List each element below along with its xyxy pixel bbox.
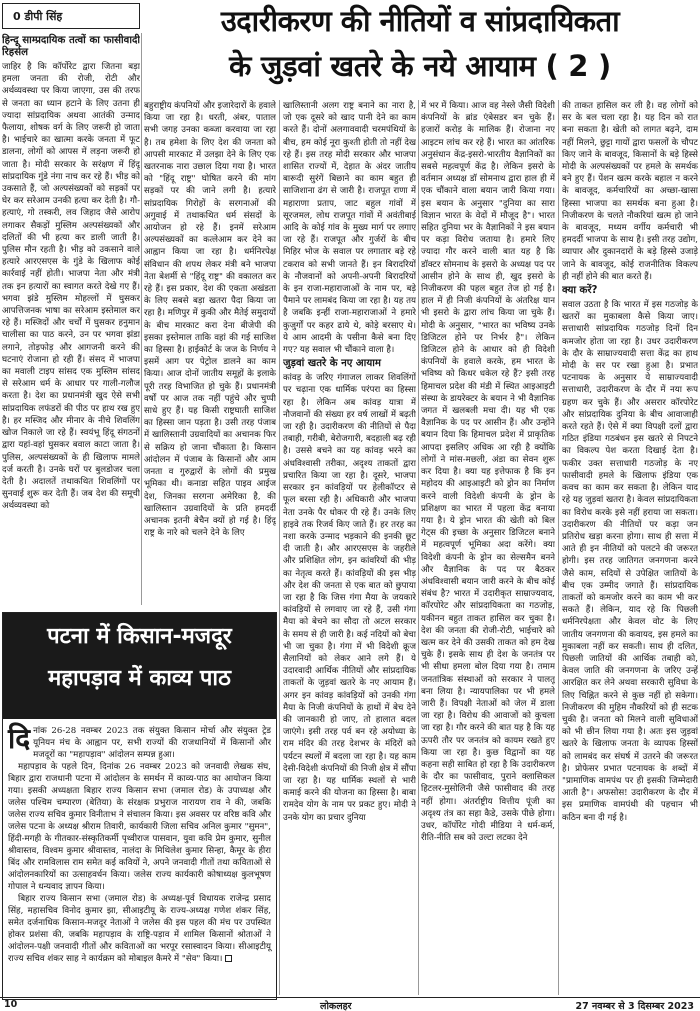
column-3-text-1: खालिस्तानी अलग राष्ट्र बनाने का नारा है, जो एक दूसरे को खाद पानी देने का काम करते हैं। दोनों अलगाववादी चरमपंथियों के बीच, हम कोई नूरा कुश्ती होती तो नहीं देख रहे हैं। इस तरह मोदी सरकार और भाजपा शासित राज्यों में, देहात के अंदर जातीय बारूदी सुरंगें बिछाने का काम बहुत ही साजिशाना ढंग से जारी है। राजपूत राणा में महाराणा प्रताप, जाट बहुल गांवों में सूरजमल, लोध राजपूत गांवों में अवंतीबाई आदि के कोई गांव के मुख्य मार्ग पर लगाए जा रहे हैं। राजपूत और गुर्जरों के बीच मिहिर भोज के सवाल पर लगातार बड़े रहे टकराव को सभी जानते हैं। इन बिरादरियों के नौजवानों को अपनी-अपनी बिरादरियों के इन राजा-महाराजाओं के नाम पर, बड़े पैमाने पर लामबंद किया जा रहा है। यह तय है जबकि इन्हीं राजा-महाराजाओं ने हमारे कुजुर्गों पर कहर ढाये थे, कोड़े बरसाए थे। ये आम आदमी के पसीना कैसे बना दिए गए? यह सवाल भी चौंकाने वाला है।	[283, 101, 416, 356]
page-footer	[0, 997, 700, 1011]
column-2-text: बहुराष्ट्रीय कंपनियों और इजारेदारों के हवाले किया जा रहा है। धरती, अंबर, पाताल सभी जगह उनका कब्जा करवाया जा रहा है। तब हमेशा के लिए देश की जनता को आपसी मारकाट में उलझा देने के लिए एक खतरनाक नारा उछाल दिया गया है। भारत को "हिंदू राष्ट्र" घोषित करने की मांग सड़कों पर की जाने लगी है। हत्यारे सांप्रदायिक गिरोहों के सरगनाओं की अगुवाई में तथाकथित धर्म संसदों के आयोजन हो रहे हैं। इनमें सरेआम अल्पसंख्यकों का कत्लेआम कर देने का आह्वान किया जा रहा है। धर्मनिरपेक्ष संविधान की शपथ लेकर मंत्री बने भाजपा नेता बेशर्मी से "हिंदू राष्ट्र" की वकालत कर रहे हैं। इस प्रकार, देश की एकता अखंडता के लिए सबसे बड़ा खतरा पैदा किया जा रहा है। मणिपुर में कुकी और मैतेई समुदायों के बीच मारकाट करा देना बीजेपी की इसका इस्तेमाल ताकि वहां की गई साजिश का हिस्सा है। हाईकोर्ट के जज के निर्णय ने इसमें आग पर पेट्रोल डालने का काम किया। आज दोनों जातीय समूहों के इलाके पूरी तरह विभाजित हो चुके हैं। प्रधानमंत्री वर्षों पर आज तक नहीं पहुंचे और चुप्पी साधे हुए हैं। यह किसी राष्ट्रघाती साजिश का हिस्सा जान पड़ता है। उसी तरह पंजाब में खालिस्तानी उग्रवादियों का अचानक फिर से सक्रिय हो जाना चौंकाता है। किसान आंदोलन में पंजाब के किसानों और आम जनता व गुरुद्वारों के लोगों की प्रमुख भूमिका थी। कनाडा सहित पाइव आईज देश, जिनका सरगना अमेरिका है, की खालिस्तान उग्रवादियों के प्रति हमदर्दी अचानक इतनी बेचैन क्यों हो गई है। हिंदू राष्ट्र के नारे को चलने देने के लिए	[144, 101, 276, 539]
boxed-article-title-line-1: पटना में किसान-मजदूर	[47, 624, 232, 649]
column-3	[283, 100, 416, 995]
boxed-article-header	[3, 613, 276, 719]
boxed-article-body	[3, 719, 276, 969]
end-mark-icon	[225, 955, 232, 962]
boxed-article-para-3	[8, 893, 271, 965]
column-3-subhead: जुड़वां खतरे के नए आयाम	[283, 358, 381, 370]
column-2	[144, 100, 276, 605]
column-4	[421, 100, 555, 995]
headline-line-2: के जुड़वां खतरे के नये आयाम ( 2 )	[229, 49, 611, 83]
column-5-text-2: सवाल उठता है कि भारत में इस गठजोड़ के खतरों का मुकाबला कैसे किया जाए। सत्ताधारी सांप्रदायिक गठजोड़ दिनों दिन कमजोर होता जा रहा है। उधर उदारीकरण के दौर के साम्राज्यवादी सत्ता केंद्र का हाथ मोदी के सर पर रखा हुआ है। प्रभात पटनायक के अनुसार ये साम्राज्यवादी सत्ताधारी, उदारीकरण के दौर में नया रूप ग्रहण कर चुके हैं। और असरार कॉरपोरेट और सांप्रदायिक दुनिया के बीच आवाजाही करते रहते हैं। ऐसे में क्या विपक्षी दलों द्वारा गठित इंडिया गठबंधन इस खतरे से निपटने का विकल्प पेश करता दिखाई देता है। फकीर उक्त सत्ताधारी गठजोड़ के नए फासीवादी हमले के खिलाफ इंडिया एक कवच का काम कर सकता है। लेकिन याद रहे यह जुड़वां खतरा है। केवल सांप्रदायिकता का विरोध करके इसे नहीं हराया जा सकता। उदारीकरण की नीतियों पर कड़ा जन प्रतिरोध खड़ा करना होगा। साथ ही सत्ता में आते ही इन नीतियों को पलटने की जरूरत होगी। इस तरह जातिगत जनगणना करने जैसे काम, सदियों से उपेक्षित जातियों के बीच एक उम्मीद जगाते हैं। सांप्रदायिक ताकतों को कमजोर करने का काम भी कर सकते हैं। लेकिन, याद रहे कि पिछली धर्मनिरपेक्षता और केवल वोट के लिए जातीय जनगणना की कवायद, इस हमले का मुकाबला नहीं कर सकती। साथ ही दलित, पिछली जातियों की आर्थिक तबाही को, केवल जाति की जनगणना के जरिए उन्हें आरक्षित कर लेने अथवा सरकारी सुविधा के लिए चिह्नित करने से कुछ नहीं हो सकेगा। निजीकरण की मुहिम नौकरियों को ही सटक चुकी है। जनता को मिलने वाली सुविधाओं को भी छीन लिया गया है। अतः इस जुड़वां खतरे के खिलाफ जनता के व्यापक हिस्सों को लामबंद कर संघर्ष में उतरने की जरूरत है। प्रोफेसर प्रभात पटनायक के शब्दों में "प्रामाणिक वामपंथ पर ही इसकी जिम्मेदारी आती है"। अफसोस! उदारीकरण के दौर में इस प्रमाणिक वामपंथी की पहचान भी कठिन बना दी गई है।	[562, 300, 698, 823]
column-3-text-2: कांवड़ के जरिए गंगाजल लाकर शिवलिंगों पर चढ़ाना एक धार्मिक परंपरा का हिस्सा रहा है। लेकिन अब कांवड़ यात्रा में नौजवानों की संख्या हर वर्ष लाखों में बढ़ती जा रही है। उदारीकरण की नीतियों से पैदा तबाही, गरीबी, बेरोजगारी, बदहाली बढ़ रही है। उससे बचने का यह कांवड़ भरने का अंधविश्वासी तरीका, अदृश्य ताकतों द्वारा प्रचारित किया जा रहा है। दूसरे, भाजपा सरकार इन कांवड़ियों पर हेलीकॉप्टर से फूल बरसा रही है। अधिकारी और भाजपा नेता उनके पैर धोकर पी रहे हैं। उनके लिए हाइवे तक रिजर्व किए जाते हैं। हर तरह का नशा करके उन्माद भड़काने की इनकी छूट दी जाती है। और आरएसएस के जहरीले और प्रशिक्षित लोग, इन कांवरियों की भीड़ का नेतृत्व करते हैं। कांवड़ियों की इस भीड़ और देश की जनता से एक बात को छुपाया जा रहा है कि जिस गंगा मैया के जयकारे कांवड़ियों से लगवाए जा रहे हैं, उसी गंगा मैया को बेचने का सौदा तो अटल सरकार के समय से ही जारी है। कई नदियों को बेचा भी जा चुका है। गंगा में भी विदेशी क्रूज सैलानियों को लेकर आने लगे हैं। ये उदारवादी आर्थिक नीतियों और सांप्रदायिक ताकतों के जुड़वां खतरे के नए आयाम हैं। अगर इन कांवड़ कांवड़ियों को उनकी गंगा मैया के निजी कंपनियों के हाथों में बेच देने की जानकारी हो जाए, तो हालात बदल जाएंगे। इसी तरह पर्व बन रहे अयोध्या के राम मंदिर की तरह देशभर के मंदिरों को पर्यटन स्थलों में बदला जा रहा है। यह काम देसी-विदेशी कंपनियों की निजी क्षेत्र में सौंपा जा रहा है। यह धार्मिक स्थलों से भारी कमाई करने की योजना का हिस्सा है। बाबा रामदेव योग के नाम पर प्रकट हुए। मोदी ने उनके योग का प्रचार दुनिया	[283, 373, 416, 823]
boxed-article-para-2: महापड़ाव के पहले दिन, दिनांक 26 नवम्बर 2023 को जनवादी लेखक संघ, बिहार द्वारा राजधानी पटना में आंदोलन के समर्थन में काव्य-पाठ का आयोजन किया गया। इसकी अध्यक्षता बिहार राज्य किसान सभा (जमाल रोड) के उपाध्यक्ष और जलेस पश्चिम चम्पारण (बेतिया) के संरक्षक प्रभुराज नारायण राव ने की, जबकि जलेस राज्य सचिव कुमार विनीताभ ने संचालन किया। इस अवसर पर वरिष्ठ कवि और जलेस पटना के अध्यक्ष श्रीराम तिवारी, कार्यकारी जिला सचिव अनिल कुमार "सुमन", हिंदी-मगही के गीतकार-संस्कृतिकर्मी पृथ्वीराज पासवान, युवा कवि प्रेम कुमार, सुनील श्रीवास्तव, विश्वम कुमार श्रीवास्तव, नालंदा के मिथिलेश कुमार सिन्हा, कैमूर के हीरा बिंद और रामविलास राम समेत कई कवियों ने, अपने जनवादी गीतों तथा कविताओं से आंदोलनकारियों का उत्साहवर्धन किया। जलेस राज्य कार्यकारी कोषाध्यक्ष कुलभूषण गोपाल ने धन्यवाद ज्ञापन किया।	[8, 762, 271, 892]
issue-date: 27 नवम्बर से 3 दिसम्बर 2023	[575, 1001, 694, 1011]
column-1-text: जाहिर है कि कॉर्पोरेट द्वारा जितना बड़ा हमला जनता की रोजी, रोटी और अर्थव्यवस्था पर किया जाएगा, उस की तरफ से जनता का ध्यान हटाने के लिए उतना ही ज्यादा सांप्रदायिक अथवा आतंकी उन्माद फैलाया, शोषक वर्ग के लिए जरूरी हो जाता है। भाईचारे का खात्मा करके जनता में फूट डालना, लोगों को आपस में लड़ना जरूरी हो जाता है। मोदी सरकार के सरंक्षण में हिंदू सांप्रदायिक गुंडे नंगा नाच कर रहे हैं। भीड़ को उकसाते हैं, जो अल्पसंख्यकों को सड़कों पर घेर कर सरेआम उनकी हत्या कर देती है। गौ-हत्याएं, गो तस्करी, लव जिहाद जैसे आरोप लगाकर सैकड़ों मुस्लिम अल्पसंख्यकों और दलितों की भी हत्या कर डाली जाती है। पुलिस मौन रहती है। भीड़ को उकसाने वाले हत्यारे आरएसएस के गुंडे के खिलाफ कोई कार्रवाई नहीं होती। भाजपा नेता और मंत्री तक इन हत्यारों का स्वागत करते देखे गए हैं। भगवा झंडे मुस्लिम मोहल्लों में घुसकर आपत्तिजनक भाषा का सरेआम इस्तेमाल कर रहे हैं। मस्जिदों और चर्चों में घुसकर हनुमान चालीसा का पाठ करने, उन पर भगवा झंडा लगाने, तोड़फोड़ और आगजनी करने की घटनाएं रोजाना हो रही हैं। संसद में भाजपा का मवाली टाइप सांसद एक मुस्लिम सांसद से सरेआम धर्म के आधार पर गाली-गलौज करता है। देश का प्रधानमंत्री खुद ऐसे सभी सांप्रदायिक लफंडरों की पीठ पर हाथ रख हुए है। हर मस्जिद और मीनार के नीचे शिवलिंग खोज निकाले जा रहे हैं। स्वयंभू हिंदू संगठनों द्वारा यहां-वहां घुसकर बवाल काटा जाता है। पुलिस, अल्पसंख्यकों के ही खिलाफ मामले दर्ज करती है। उनके घरों पर बुलडोजर चला देती है। अदालतें तथाकथित शिवलिंगों पर सुनवाई शुरू कर देती हैं। जब देश की समूची अर्थव्यवस्था को	[2, 62, 140, 512]
column-4-text: में भर में किया। आज वह नेस्ले जैसी विदेशी कंपनियों के ब्रांड एंबेसडर बन चुके हैं। हजारों करोड़ के मालिक हैं। रोजाना नए आइटम लांच कर रहे हैं। भारत का आंतरिक अनुसंधान केंद्र-इसरो-भारतीय वैज्ञानिकों का सबसे महत्वपूर्ण केंद्र है। लेकिन इसरो के वर्तमान अध्यक्ष डॉ सोमनाथ द्वारा हाल ही में एक चौंकाने वाला बयान जारी किया गया। इस बयान के अनुसार "दुनिया का सारा विज्ञान भारत के वेदों में मौजूद है"। भारत सहित दुनिया भर के वैज्ञानिकों ने इस बयान पर कड़ा विरोध जताया है। हमारे लिए ज्यादा गौर करने वाली बात यह है कि डॉक्टर सोमनाथ के इसरो के अध्यक्ष पद पर आसीन होने के साथ ही, खुद इसरो के निजीकरण की पहल बहुत तेज हो गई है। हाल में ही निजी कंपनियों के अंतरिक्ष यान भी इसरो के द्वारा लांच किया जा चुके हैं। मोदी के अनुसार, "भारत का भविष्य उनके डिजिटल होने पर निर्भर है"। लेकिन डिजिटल होने के आधार को ही विदेशी कंपनियों के हवाले करके, हम भारत के भविष्य को किधर धकेल रहे हैं? इसी तरह हिमाचल प्रदेश की मंडी में स्थित आइआइटी संस्था के डायरेक्टर के बयान ने भी वैज्ञानिक जगत में खलबली मचा दी। यह भी एक वैज्ञानिक के पद पर आसीन हैं। और उन्होंने बयान दिया कि हिमाचल प्रदेश में प्राकृतिक आपदा इसलिए अधिक आ रही है क्योंकि लोगों ने मांस-मछली, अंडा का सेवन शुरू कर दिया है। क्या यह इत्तेफाक है कि इन महोदय की आइआइटी को ड्रोन का निर्माण करने वाली विदेशी कंपनी के ड्रोन के प्रशिक्षण का भारत में पहला केंद्र बनाया गया है। ये ड्रोन भारत की खेती को बिल गेट्स की इच्छा के अनुसार डिजिटल बनाने में महत्वपूर्ण भूमिका अदा करेंगे। क्या विदेशी कंपनी के ड्रोन का सेल्समैन बनने और वैज्ञानिक के पद पर बैठकर अंधविश्वासी बयान जारी करने के बीच कोई संबंध है? भारत में उदारीकृत साम्राज्यवाद, कॉरपोरेट और सांप्रदायिकता का गठजोड़, यकीनन बहुत ताकत हासिल कर चुका है। देश की जनता की रोजी-रोटी, भाईचारे को खत्म कर देने की उसकी ताकत को हम देख चुके हैं। इसके साथ ही देश के जनतंत्र पर भी सीधा हमला बोल दिया गया है। तमाम जनतांत्रिक संस्थाओं को सरकार ने पालतू बना लिया है। न्यायपालिका पर भी हमले जारी हैं। विपक्षी नेताओं को जेल में डाला जा रहा है। विरोध की आवाजों को कुचला जा रहा है। गौर करने की बात यह है कि यह ऊपरी तौर पर जनतंत्र को कायम रखते हुए किया जा रहा है। कुछ विद्वानों का यह कहना सही साबित हो रहा है कि उदारीकरण के दौर का फासीवाद, पुराने क्लासिकल हिटलर-मुसोलिनी जैसे फासीवाद की तरह नहीं होगा। अंतर्राष्ट्रीय वित्तीय पूंजी का अदृश्य तंत्र का सहा कैडे, उसके पीछे होगा। उधर, कॉर्पोरेट गोदी मीडिया ने धर्म-कर्म, रीति-नीति सब को उल्टा लटका देने	[421, 101, 555, 844]
boxed-article	[2, 612, 277, 1000]
column-5-subhead: क्या करें?	[562, 285, 598, 297]
column-divider	[279, 100, 280, 995]
column-divider	[141, 33, 142, 605]
column-divider	[558, 100, 559, 995]
headline	[142, 0, 698, 94]
column-divider	[418, 100, 419, 995]
column-1	[2, 33, 140, 539]
headline-line-1: उदारीकरण की नीतियों व सांप्रदायिकता	[220, 4, 620, 38]
dropcap: दि	[8, 722, 31, 755]
boxed-article-para-3-text: बिहार राज्य किसान सभा (जमाल रोड) के अध्यक्ष-पूर्व विधायक राजेन्द्र प्रसाद सिंह, महासचिव विनोद कुमार झा, सीआइटीयू के राज्य-अध्यक्ष गणेश शंकर सिंह, समेत दर्जनाधिक किसान-मजदूर नेताओं ने जलेस की इस पहल की मंच पर उपस्थित होकर प्रशंसा की, जबकि महापड़ाव के राष्ट्रि-पड़ाव में शामिल किसानों श्रोताओं ने आंदोलन-पक्षी जनवादी गीतों और कविताओं का भरपूर रसास्वादन किया। सीआइटीयू राज्य सचिव शंकर साह ने कार्यक्रम को मोबाइल कैमरे में "सेव" किया।	[8, 894, 271, 964]
boxed-article-title-line-2: महापड़ाव में काव्य पाठ	[48, 666, 231, 691]
byline: 0 डीपी सिंह	[2, 3, 140, 29]
boxed-article-para-1	[8, 722, 271, 761]
page-number: 10	[4, 999, 18, 1010]
boxed-article-para-1-text: नांक 26-28 नवम्बर 2023 तक संयुक्त किसान मोर्चा और संयुक्त ट्रेड यूनियन मंच के आह्वान पर, सभी राज्यों की राजधानियों में किसानों और मजदूरों का "महापड़ाव" आंदोलन सम्पन्न हुआ।	[33, 726, 271, 760]
column-5-text-1: की ताकत हासिल कर ली है। वह लोगों को सर के बल चला रहा है। यह दिन को रात बना सकता है। खेती को लागत बढ़ने, दाम नहीं मिलने, छुट्टा गायों द्वारा फसलों के चौपट किए जाने के बावजूद, किसानों के बड़े हिस्से मोदी के अल्पसंख्यकों पर हमले के समर्थक बने हुए हैं। पेंशन खत्म करके बहाल न करने के बावजूद, कर्मचारियों का अच्छा-खासा हिस्सा भाजपा का समर्थक बना हुआ है। निजीकरण के चलते नौकरियां खत्म हो जाने के बावजूद, मध्यम वर्गीय कर्मचारी भी हमदर्दी भाजपा के साथ है। इसी तरह उद्योग, व्यापार और दुकानदारों के बड़े हिस्से उजाड़े जाने के बावजूद, कोई राजनीतिक विकल्प ही नहीं होने की बात करते हैं।	[562, 101, 698, 282]
column-5	[562, 100, 698, 995]
publication-name: लोकलहर	[320, 1001, 352, 1011]
column-1-subhead: हिन्दू साम्प्रदायिक तत्वों का फासीवादी रिहर्सल	[2, 35, 140, 58]
